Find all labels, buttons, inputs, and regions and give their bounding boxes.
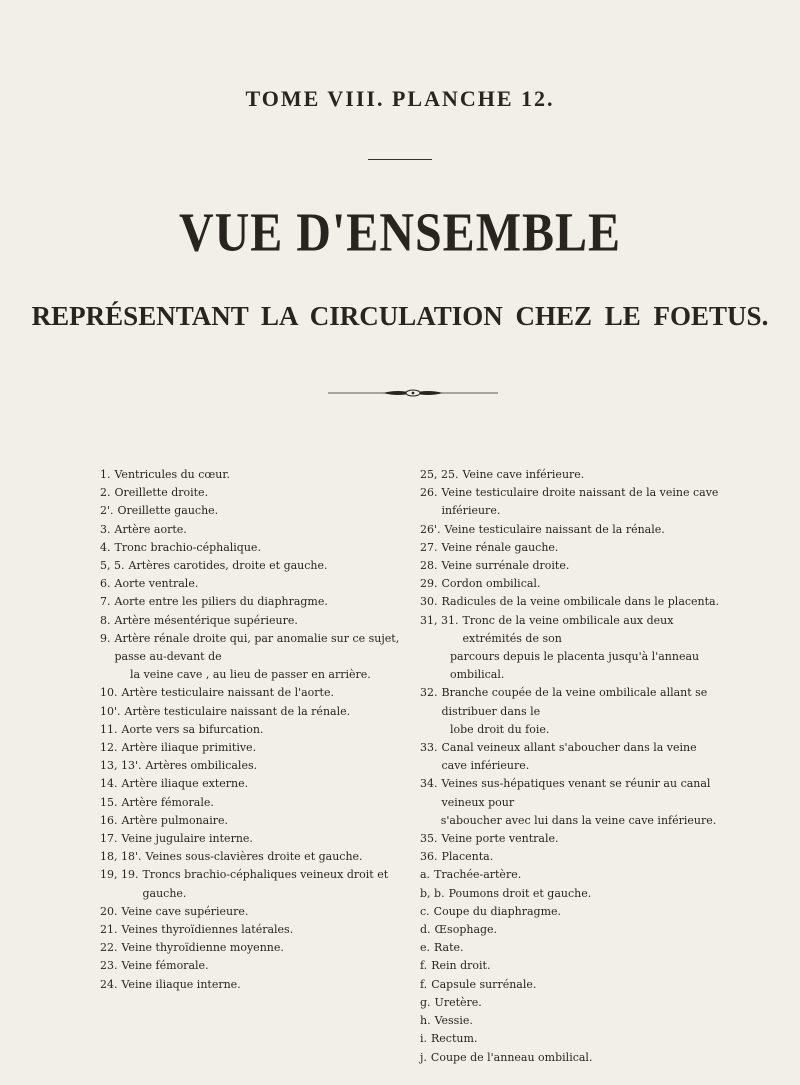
legend-text: Trachée-artère. xyxy=(434,868,522,882)
legend-number: 1. xyxy=(100,468,111,481)
short-rule xyxy=(368,159,432,160)
legend-text: Veine fémorale. xyxy=(121,959,209,973)
legend-item xyxy=(100,866,400,902)
legend-number: 3. xyxy=(100,522,111,536)
tome-heading: TOME VIII. PLANCHE 12. xyxy=(245,86,555,111)
legend-number: 2. xyxy=(100,486,111,500)
legend-item xyxy=(420,539,725,557)
legend-number: f. xyxy=(420,977,428,991)
legend-right-column xyxy=(420,466,725,1067)
legend-text: Veine jugulaire interne. xyxy=(121,832,253,846)
legend-item xyxy=(420,921,725,939)
legend-text: Artère iliaque externe. xyxy=(121,777,249,791)
legend-item xyxy=(420,466,725,484)
legend-number: 34. xyxy=(420,777,438,791)
legend-item xyxy=(420,1030,725,1048)
legend-number: 35. xyxy=(420,832,438,846)
legend-item xyxy=(100,557,400,575)
legend-text: Veine cave supérieure. xyxy=(121,904,249,918)
legend-number: 26'. xyxy=(420,522,441,536)
legend-item xyxy=(420,593,725,611)
legend-continuation xyxy=(420,812,725,830)
legend-number: 13, 13'. xyxy=(100,759,142,773)
legend-item xyxy=(420,903,725,921)
legend-number: 2'. xyxy=(100,504,114,518)
legend-text: Artère mésentérique supérieure. xyxy=(114,613,298,627)
legend-text: s'aboucher avec lui dans la veine cave inférieure. xyxy=(440,813,717,827)
legend-number: 5, 5. xyxy=(100,559,125,573)
legend-number: 14. xyxy=(100,777,118,791)
legend-item xyxy=(100,939,400,957)
legend-number: 30. xyxy=(420,595,438,609)
legend-continuation xyxy=(420,648,725,684)
legend-number: 31, 31. xyxy=(420,613,459,627)
legend-item xyxy=(100,593,400,611)
legend-text: Vessie. xyxy=(434,1014,473,1028)
legend-text: Troncs brachio-céphaliques veineux droit et gauche. xyxy=(142,868,389,900)
legend-number: a. xyxy=(420,868,431,882)
legend-text: Branche coupée de la veine ombilicale allant se distribuer dans le xyxy=(441,686,708,718)
legend-text: Artère pulmonaire. xyxy=(121,813,229,827)
legend-text: la veine cave , au lieu de passer en arrière. xyxy=(130,668,371,682)
legend-item xyxy=(100,830,400,848)
legend-text: Poumons droit et gauche. xyxy=(448,886,592,900)
legend-number: 24. xyxy=(100,977,118,991)
legend-number: 15. xyxy=(100,795,118,809)
legend-number: c. xyxy=(420,904,430,918)
legend-item xyxy=(100,612,400,630)
legend-number: 29. xyxy=(420,577,438,591)
legend-continuation xyxy=(420,721,725,739)
legend-number: 36. xyxy=(420,850,438,864)
legend-item xyxy=(100,794,400,812)
legend-text: Rein droit. xyxy=(431,959,491,973)
legend-number: 10. xyxy=(100,686,118,700)
legend-item xyxy=(100,466,400,484)
legend-number: 22. xyxy=(100,941,118,955)
legend-item xyxy=(100,775,400,793)
legend-item xyxy=(100,757,400,775)
legend-text: Veine thyroïdienne moyenne. xyxy=(121,941,284,955)
legend-number: g. xyxy=(420,995,431,1009)
legend-text: Artère aorte. xyxy=(114,522,187,536)
legend-number: 10'. xyxy=(100,704,121,718)
legend-item xyxy=(100,539,400,557)
legend-text: Artères carotides, droite et gauche. xyxy=(128,559,328,573)
legend-number: e. xyxy=(420,941,431,955)
legend-number: 28. xyxy=(420,559,438,573)
legend-number: 4. xyxy=(100,540,111,554)
legend-text: Radicules de la veine ombilicale dans le placenta. xyxy=(441,595,720,609)
legend-number: 9. xyxy=(100,631,111,645)
legend-number: 23. xyxy=(100,959,118,973)
legend-item xyxy=(100,812,400,830)
legend-item xyxy=(420,1012,725,1030)
legend-text: Oreillette gauche. xyxy=(117,504,219,518)
legend-item xyxy=(420,994,725,1012)
legend-number: 25, 25. xyxy=(420,468,459,481)
legend-number: 8. xyxy=(100,613,111,627)
legend-text: Artère testiculaire naissant de l'aorte. xyxy=(121,686,334,700)
legend-item xyxy=(420,830,725,848)
legend-item xyxy=(100,921,400,939)
legend-text: Coupe de l'anneau ombilical. xyxy=(430,1050,593,1064)
legend-number: 26. xyxy=(420,486,438,500)
legend-number: 11. xyxy=(100,722,118,736)
legend-text: Veine rénale gauche. xyxy=(441,540,559,554)
legend-item xyxy=(100,703,400,721)
legend-number: 20. xyxy=(100,904,118,918)
legend-number: i. xyxy=(420,1032,428,1046)
legend-item xyxy=(420,612,725,648)
legend-text: Œsophage. xyxy=(434,923,498,937)
legend-text: Veine surrénale droite. xyxy=(441,559,570,573)
legend-item xyxy=(100,976,400,994)
legend-number: f. xyxy=(420,959,428,973)
legend-item xyxy=(420,848,725,866)
legend-text: Coupe du diaphragme. xyxy=(433,904,562,918)
legend-text: Canal veineux allant s'aboucher dans la veine cave inférieure. xyxy=(441,741,697,773)
legend-text: Uretère. xyxy=(434,995,482,1009)
legend-item xyxy=(100,575,400,593)
main-title: VUE D'ENSEMBLE xyxy=(178,201,622,263)
legend-text: Rectum. xyxy=(431,1032,478,1046)
legend-item xyxy=(420,939,725,957)
legend-text: Capsule surrénale. xyxy=(431,977,537,991)
ornament-divider-icon xyxy=(328,386,498,400)
legend-text: Tronc brachio-céphalique. xyxy=(114,540,261,554)
legend-item xyxy=(100,848,400,866)
legend-text: Oreillette droite. xyxy=(114,486,209,500)
legend-item xyxy=(420,521,725,539)
legend-text: Cordon ombilical. xyxy=(441,577,541,591)
legend-item xyxy=(100,684,400,702)
legend-text: Veine porte ventrale. xyxy=(441,832,559,846)
legend-item xyxy=(420,739,725,775)
legend-text: Aorte ventrale. xyxy=(114,577,199,591)
legend-number: 32. xyxy=(420,686,438,700)
legend-number: b, b. xyxy=(420,886,445,900)
legend-item xyxy=(100,521,400,539)
legend-number: 19, 19. xyxy=(100,868,139,882)
legend-text: Placenta. xyxy=(441,850,494,864)
legend-item xyxy=(100,502,400,520)
legend-number: 18, 18'. xyxy=(100,850,142,864)
legend-left-column xyxy=(100,466,400,994)
legend-item xyxy=(420,484,725,520)
legend-number: 17. xyxy=(100,832,118,846)
legend-text: Artère fémorale. xyxy=(121,795,214,809)
legend-text: Artère testiculaire naissant de la rénale. xyxy=(124,704,351,718)
legend-text: Veine testiculaire droite naissant de la veine cave inférieure. xyxy=(441,486,719,518)
legend-text: Veine testiculaire naissant de la rénale. xyxy=(444,522,665,536)
legend-item xyxy=(420,684,725,720)
legend-text: Artère rénale droite qui, par anomalie sur ce sujet, passe au-devant de xyxy=(114,631,400,664)
legend-item xyxy=(100,903,400,921)
legend-number: 7. xyxy=(100,595,111,609)
legend-number: 27. xyxy=(420,540,438,554)
legend-text: Aorte entre les piliers du diaphragme. xyxy=(114,595,328,609)
legend-continuation xyxy=(100,666,400,684)
subtitle: REPRÉSENTANT LA CIRCULATION CHEZ LE FOETUS. xyxy=(31,301,769,331)
legend-text: Veines thyroïdiennes latérales. xyxy=(121,923,294,937)
legend-item xyxy=(420,557,725,575)
legend-text: Veine cave inférieure. xyxy=(462,468,585,481)
legend-item xyxy=(420,957,725,975)
legend-text: Veine iliaque interne. xyxy=(121,977,241,991)
legend-text: Artère iliaque primitive. xyxy=(121,741,257,755)
legend-number: 6. xyxy=(100,577,111,591)
legend-number: d. xyxy=(420,923,431,937)
legend-text: Veines sous-clavières droite et gauche. xyxy=(145,850,363,864)
legend-item xyxy=(420,866,725,884)
legend-item xyxy=(100,957,400,975)
legend-item xyxy=(420,976,725,994)
legend-text: lobe droit du foie. xyxy=(450,722,550,736)
legend-number: 21. xyxy=(100,923,118,937)
legend-text: Tronc de la veine ombilicale aux deux extrémités de son xyxy=(462,613,674,645)
legend-text: Ventricules du cœur. xyxy=(114,468,230,481)
legend-item xyxy=(100,739,400,757)
legend-item xyxy=(420,775,725,811)
legend-number: h. xyxy=(420,1014,431,1028)
legend-item xyxy=(100,484,400,502)
legend-text: Veines sus-hépatiques venant se réunir au canal veineux pour xyxy=(441,777,711,809)
legend-item xyxy=(100,630,400,666)
legend-number: 12. xyxy=(100,741,118,755)
legend-text: Aorte vers sa bifurcation. xyxy=(121,722,264,736)
legend-number: j. xyxy=(420,1050,427,1064)
legend-text: parcours depuis le placenta jusqu'à l'anneau ombilical. xyxy=(450,650,700,682)
legend-number: 33. xyxy=(420,741,438,755)
legend-item xyxy=(420,1049,725,1067)
legend-number: 16. xyxy=(100,813,118,827)
legend-item xyxy=(420,575,725,593)
legend-item xyxy=(100,721,400,739)
legend-text: Artères ombilicales. xyxy=(145,759,258,773)
legend-text: Rate. xyxy=(434,941,464,955)
legend-item xyxy=(420,885,725,903)
